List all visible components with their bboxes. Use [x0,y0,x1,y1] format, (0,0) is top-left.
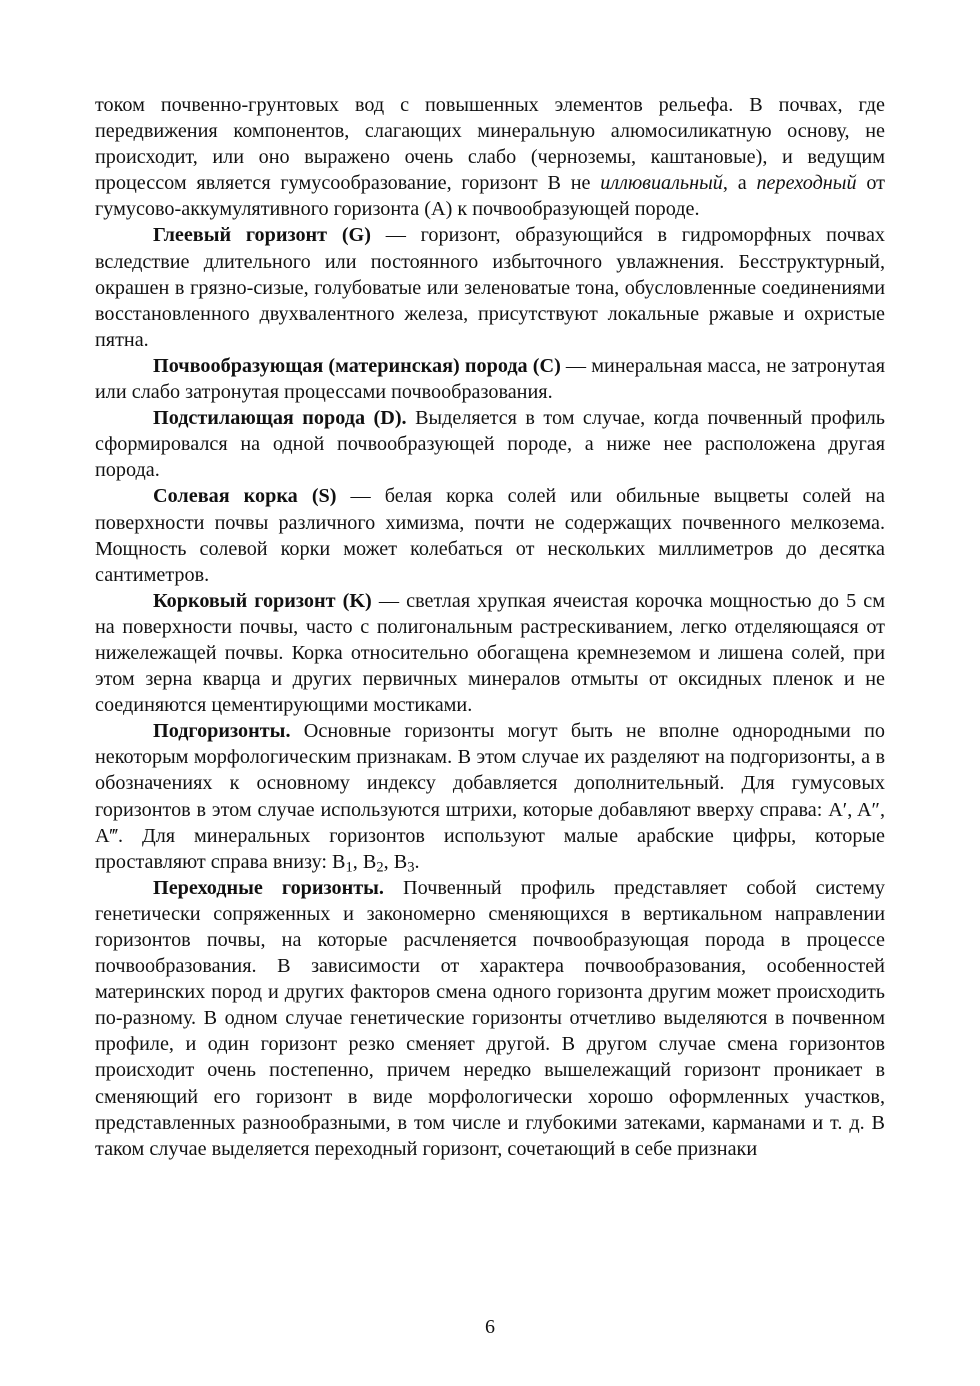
paragraph-text: Почвенный профиль представляет собой систему генетически сопряженных и закономерно сменяющихся в вертикальном направлении горизонтов почвы, на которые расчленяется почвообразующая порода в процессе почвообразования. В зависимости от характера почвообразования, особенностей материнских пород и других факторов смена одного горизонта другим может происходить по-разному. В одном случае генетические горизонты отчетливо выделяются в почвенном профиле, и один горизонт резко сменяет другой. В другом случае смена горизонтов происходит очень постепенно, причем нередко вышележащий горизонт проникает в сменяющий его горизонт в виде морфологически хорошо оформленных участков, представленных разнообразными, в том числе и глубокими затеками, карманами и т. д. В таком случае выделяется переходный горизонт, сочетающий в себе признаки [95,876,885,1160]
paragraph-underlying-rock [95,405,885,483]
paragraph-gley-horizon [95,222,885,352]
subscript-index: 2 [376,859,384,876]
term-heading: Солевая корка (S) [153,485,337,508]
paragraph-text: — белая корка солей или обильные выцветы солей на поверхности почвы различного химизма, почти не содержащих почвенного мелкозема. Мощность солевой корки может колебаться от нескольких миллиметров до десятка сантиметров. [95,485,885,586]
term-heading: Глеевый горизонт (G) [153,224,371,247]
page-number: 6 [485,1316,495,1338]
paragraph-text: — минеральная масса, не затронутая или слабо затронутая процессами почвообразования. [95,354,885,404]
paragraph-crust-horizon [95,588,885,718]
document-body [95,92,885,1162]
paragraph-text: — светлая хрупкая ячеистая корочка мощностью до 5 см на поверхности почвы, часто с полигональным растрескиванием, легко отделяющаяся от нижележащей почвы. Корка относительно обогащена кремнеземом и лишена солей, при этом зерна кварца и других первичных минералов отмыты от оксидных пленок и не соединяются цементирующими мостиками. [95,589,885,717]
term-heading: Подгоризонты. [153,720,291,743]
italic-term-transitional: переходный [756,172,857,195]
paragraph-text: , а [722,172,757,195]
paragraph-text: Основные горизонты могут быть не вполне однородными по некоторым морфологическим признакам. В этом случае их разделяют на подгоризонты, а в обозначениях к основному индексу добавляется дополнительный. Для гумусовых горизонтов в этом случае используются штрихи, которые добавляют вверху справа: A′, A″, A‴. Для минеральных горизонтов используют малые арабские цифры, которые проставляют справа внизу: B [95,720,885,873]
italic-term-illuvial: иллювиальный [600,172,723,195]
paragraph-transitional-horizons [95,875,885,1162]
paragraph-text: , B [383,850,408,873]
term-heading: Подстилающая порода (D). [153,407,407,430]
subscript-index: 1 [345,859,353,876]
paragraph-text: от гумусово-аккумулятивного горизонта (А) к почвообразующей породе. [95,172,885,221]
paragraph-text: — горизонт, образующийся в гидроморфных почвах вследствие длительного или постоянного избыточного увлажнения. Бесструктурный, окрашен в грязно-сизые, голубоватые или зеленоватые тона, обусловленные соединениями восстановленного двухвалентного железа, присутствуют локальные ржавые и охристые пятна. [95,224,885,351]
paragraph-text: , B [352,850,377,873]
paragraph-text: . [414,850,420,873]
term-heading: Корковый горизонт (K) [153,589,372,612]
paragraph-text: Выделяется в том случае, когда почвенный профиль сформировался на одной почвообразующей породе, а ниже нее расположена другая порода. [95,407,885,482]
paragraph-salt-crust [95,483,885,587]
paragraph-parent-rock [95,353,885,405]
term-heading: Переходные горизонты. [153,876,384,899]
paragraph-subhorizons [95,718,885,875]
subscript-index: 3 [407,859,415,876]
paragraph-text: током почвенно-грунтовых вод с повышенных элементов рельефа. В почвах, где передвижения компонентов, слагающих минеральную алюмосиликатную основу, не происходит, или оно выражено очень слабо (черноземы, каштановые), и ведущим процессом является гумусообразование, горизонт В не [95,94,885,195]
term-heading: Почвообразующая (материнская) порода (С) [153,354,561,377]
paragraph-continuation [95,92,885,222]
